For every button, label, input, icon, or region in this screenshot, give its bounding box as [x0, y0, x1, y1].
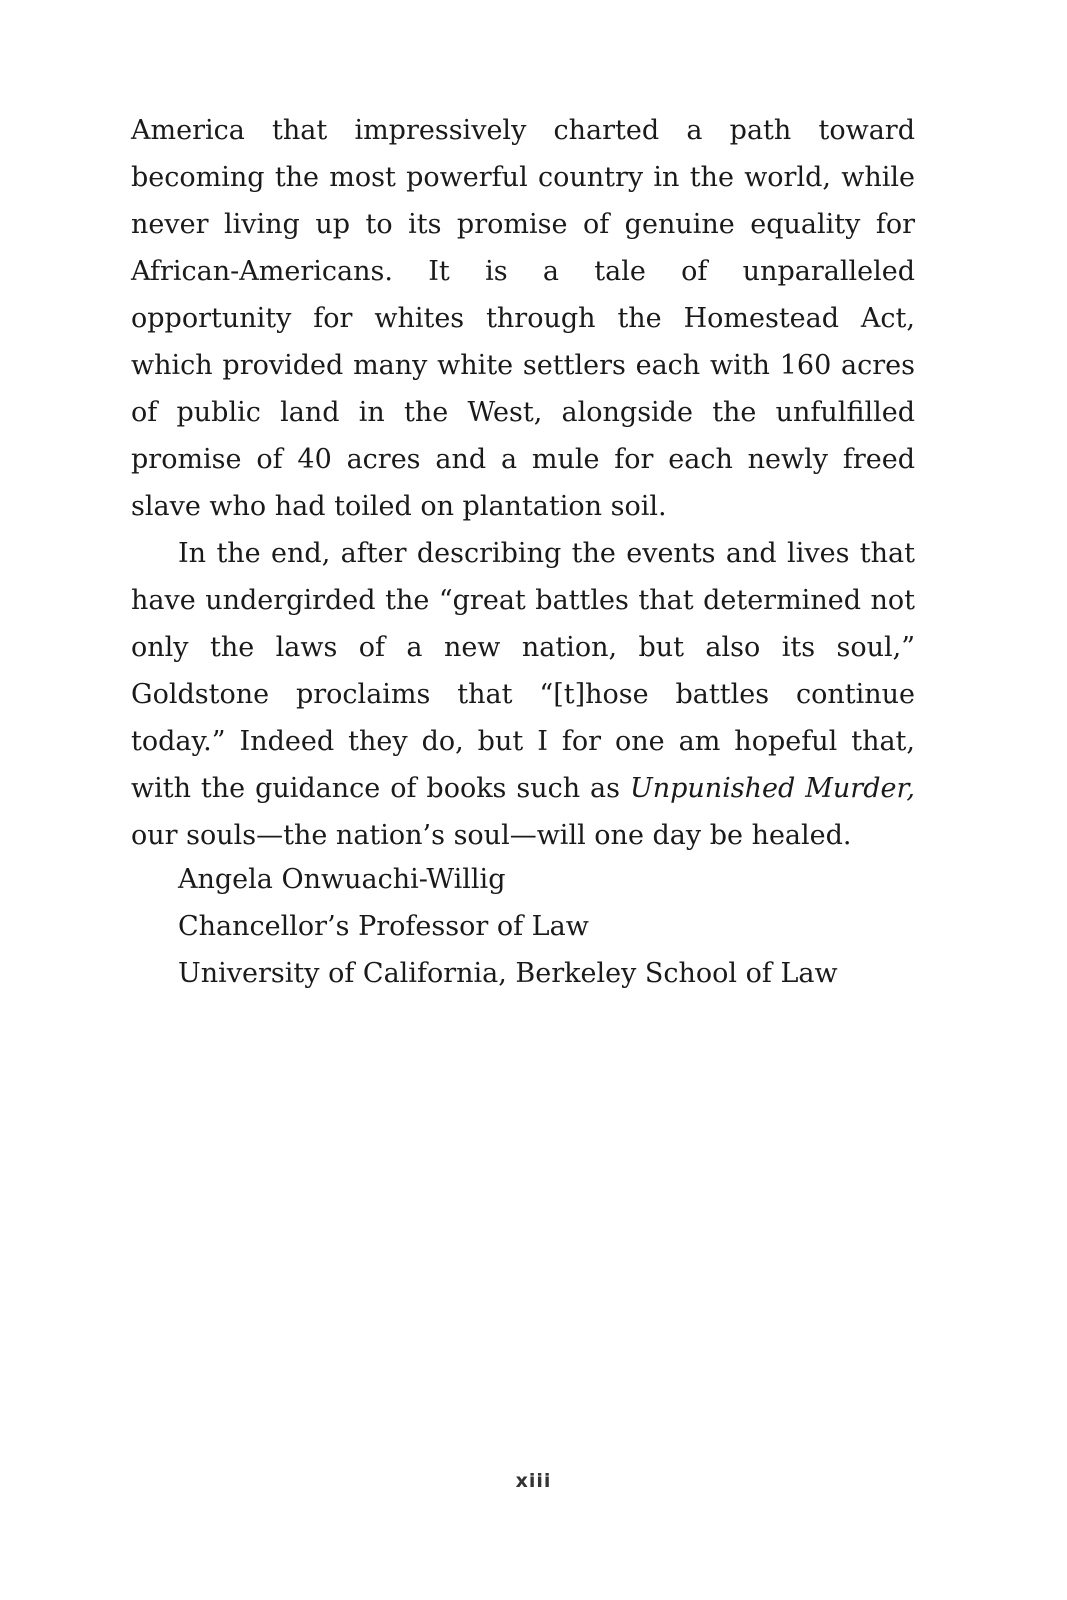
page-number: xiii	[515, 1470, 552, 1492]
paragraph	[131, 530, 915, 859]
paragraph-text: our souls—the nation’s soul—will one day be healed.	[131, 820, 852, 851]
author-title: Chancellor’s Professor of Law	[178, 911, 589, 942]
signature-block	[178, 856, 938, 997]
paragraph	[131, 107, 915, 530]
paragraph-text: In the end, after describing the events and lives that have undergirded the “great battles that determined not only the laws of a new nation, but also its soul,” Goldstone proclaims that “[t]hose battles continue today.” Indeed they do, but I for one am hopeful that, with the guidance of books such as	[131, 538, 915, 804]
paragraph-text: America that impressively charted a path toward becoming the most powerful country in the world, while never living up to its promise of genuine equality for African-Americans. It is a tale of unparalleled opportunity for whites through the Homestead Act, which provided many white settlers each with 160 acres of public land in the West, alongside the unfulfilled promise of 40 acres and a mule for each newly freed slave who had toiled on plantation soil.	[131, 115, 915, 522]
body-text	[131, 107, 915, 859]
book-title: Unpunished Murder,	[629, 773, 915, 804]
author-name: Angela Onwuachi-Willig	[178, 864, 506, 895]
author-institution: University of California, Berkeley School of Law	[178, 958, 838, 989]
